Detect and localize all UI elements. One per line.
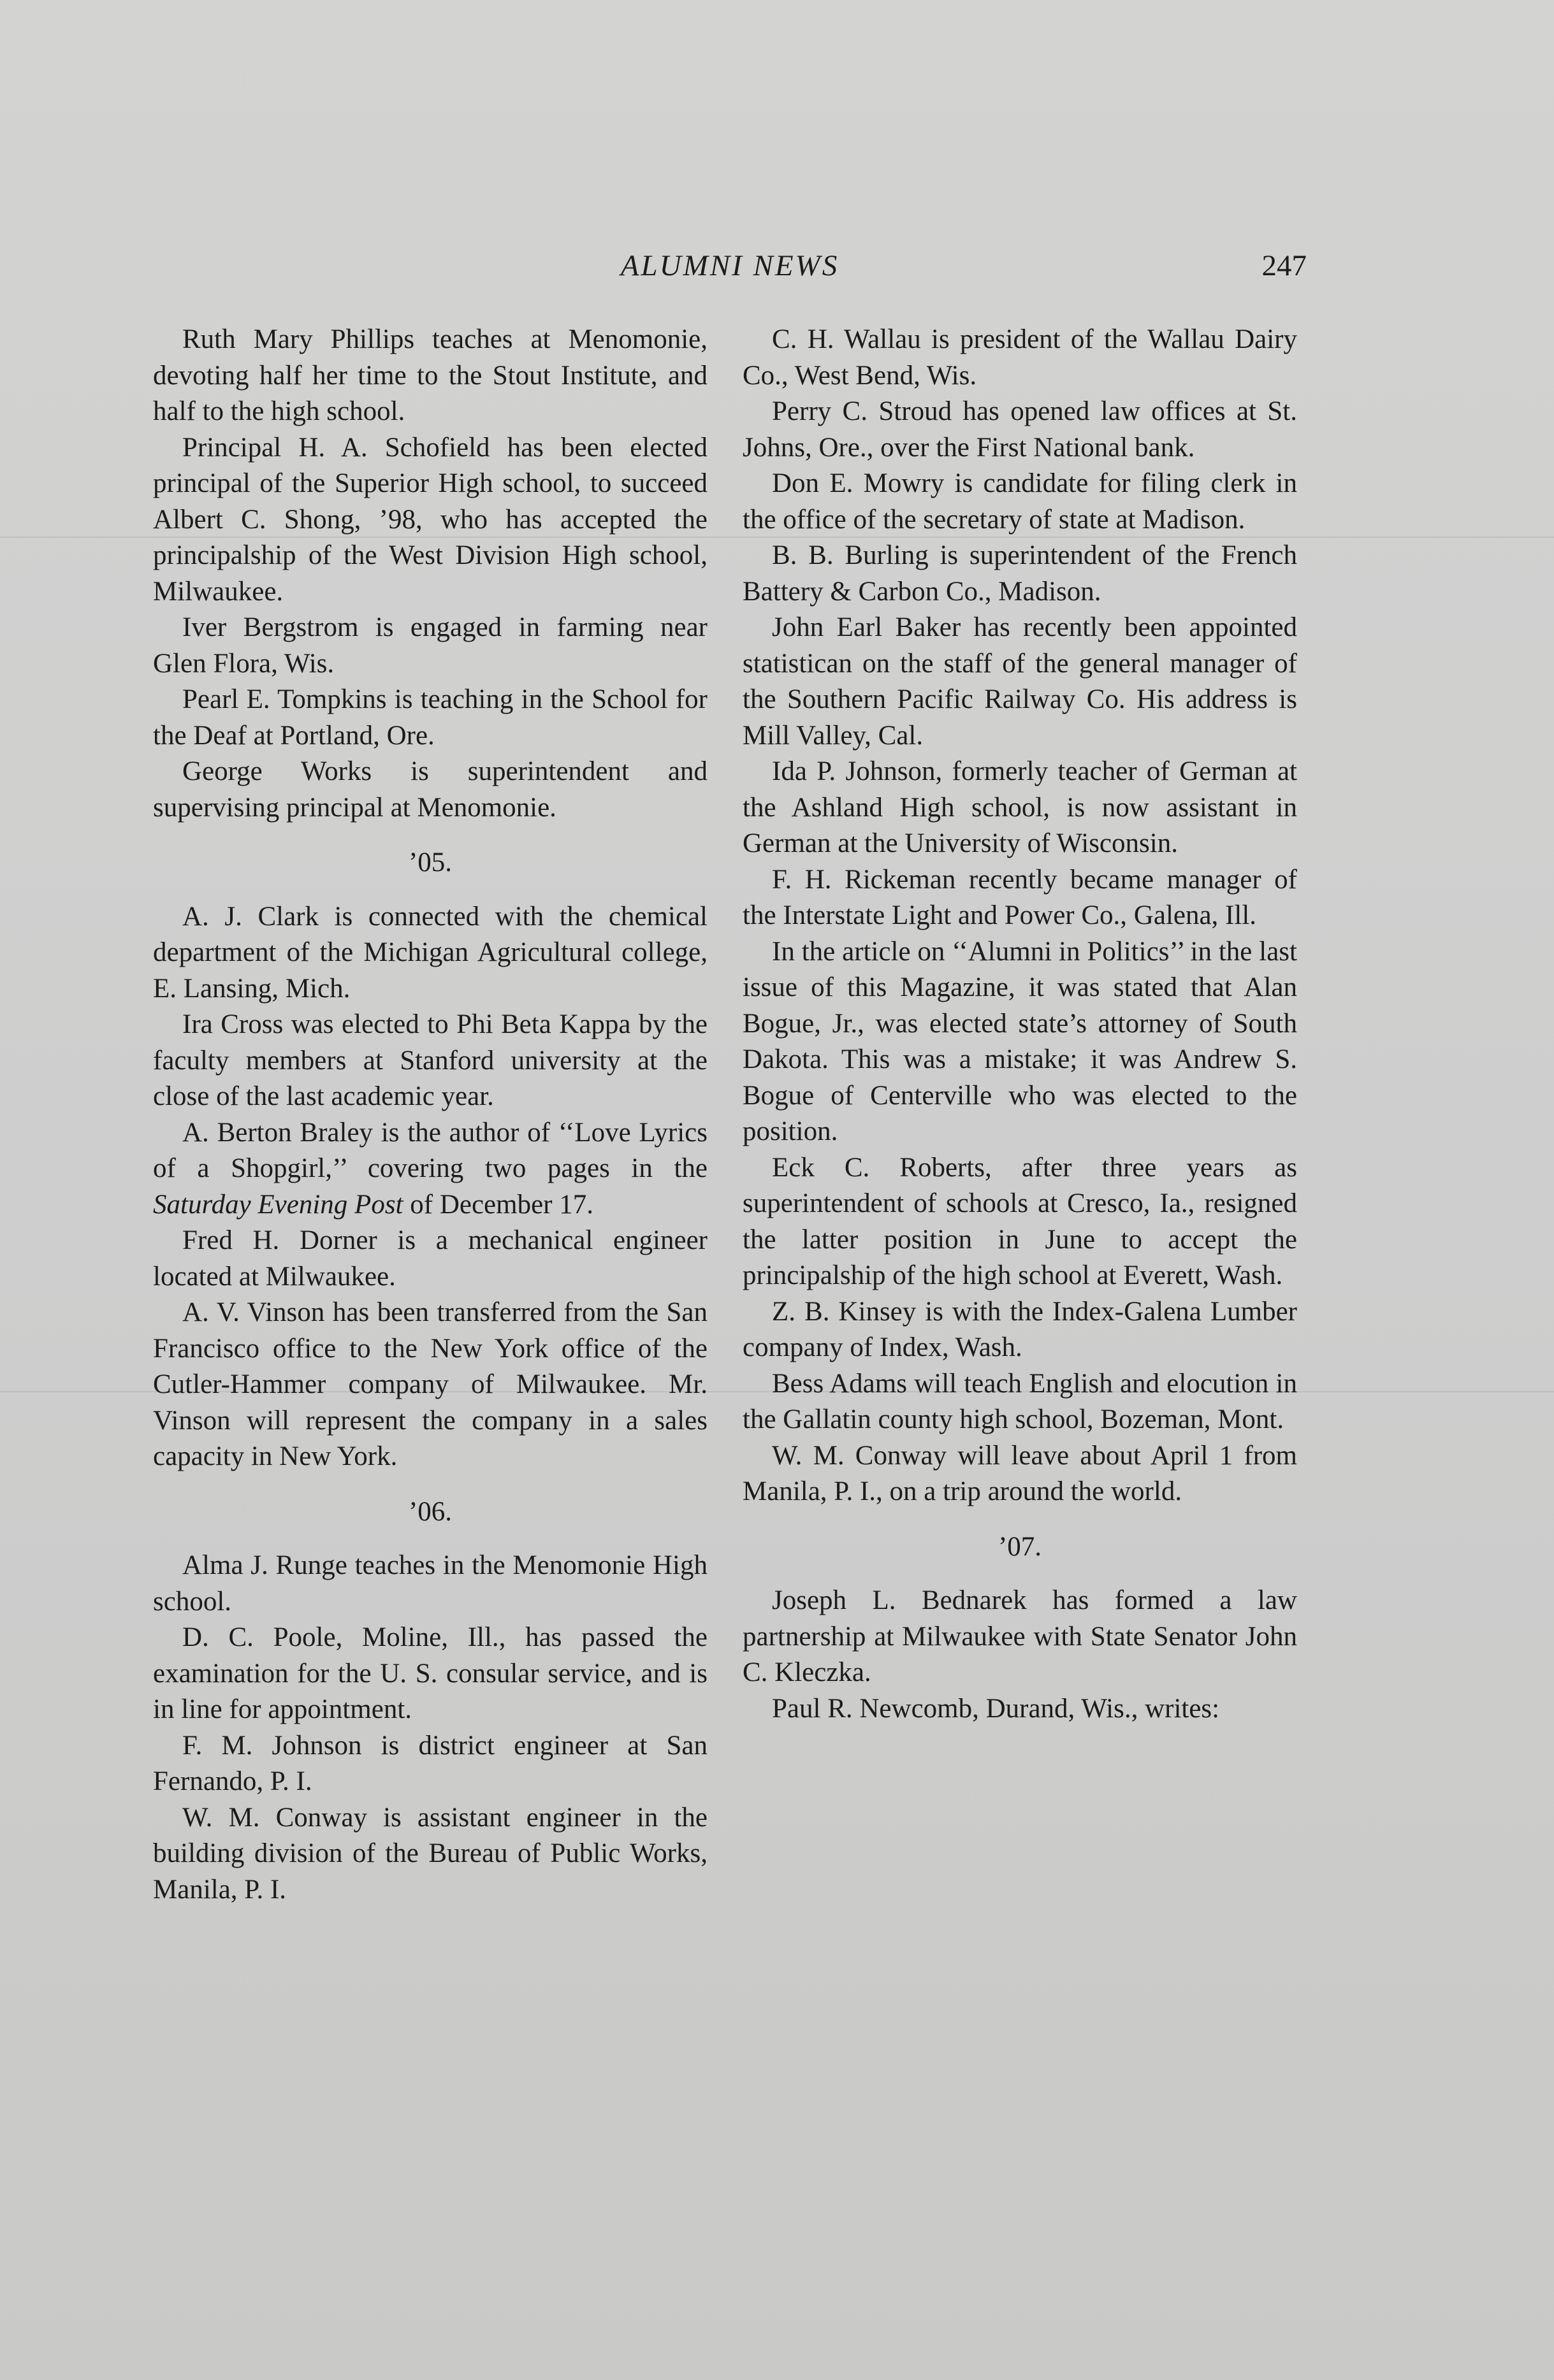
left-column [153,322,708,1908]
news-item [153,1115,708,1223]
news-item: Iver Bergstrom is engaged in farming near Glen Flora, Wis. [153,612,708,679]
news-item: C. H. Wallau is president of the Wallau Dairy Co., West Bend, Wis. [743,324,1297,391]
class-year-heading: ’07. [998,1531,1042,1562]
news-item: B. B. Burling is superintendent of the French Battery & Carbon Co., Madison. [743,540,1297,607]
news-item: Joseph L. Bednarek has formed a law partnership at Milwaukee with State Senator John C. Kleczka. [743,1585,1297,1687]
news-item: Alma J. Runge teaches in the Menomonie High school. [153,1550,708,1617]
news-item: John Earl Baker has recently been appointed statistican on the staff of the general manager of the Southern Pacific Railway Co. His address is Mill Valley, Cal. [743,612,1297,751]
news-item: F. M. Johnson is district engineer at San Fernando, P. I. [153,1730,708,1796]
class-year-heading: ’05. [408,847,453,877]
news-item: In the article on ‘‘Alumni in Politics’’ in the last issue of this Magazine, it was stated that Alan Bogue, Jr., was elected state’s attorney of South Dakota. This was a mistake; it was Andrew S. Bogue of Centerville who was elected to the position. [743,936,1297,1146]
news-item: George Works is superintendent and supervising principal at Menomonie. [153,756,708,823]
news-item: Perry C. Stroud has opened law offices at St. Johns, Ore., over the First National bank. [743,396,1297,463]
news-item: Ira Cross was elected to Phi Beta Kappa by the faculty members at Stanford university at the close of the last academic year. [153,1009,708,1111]
news-item: Ida P. Johnson, formerly teacher of German at the Ashland High school, is now assistant in German at the University of Wisconsin. [743,756,1297,858]
page-number: 247 [1261,249,1307,282]
news-item: D. C. Poole, Moline, Ill., has passed the examination for the U. S. consular service, and is in line for appointment. [153,1622,708,1724]
news-item: Bess Adams will teach English and elocution in the Gallatin county high school, Bozeman, Mont. [743,1368,1297,1434]
news-item: A. J. Clark is connected with the chemical department of the Michigan Agricultural college, E. Lansing, Mich. [153,901,708,1004]
news-item: Ruth Mary Phillips teaches at Menomonie, devoting half her time to the Stout Institute, and half to the high school. [153,324,708,426]
news-item: W. M. Conway is assistant engineer in the building division of the Bureau of Public Works, Manila, P. I. [153,1802,708,1905]
news-item: Fred H. Dorner is a mechanical engineer located at Milwaukee. [153,1225,708,1292]
news-item: Eck C. Roberts, after three years as superintendent of schools at Cresco, Ia., resigned the latter position in June to accept the principalship of the high school at Everett, Wash. [743,1152,1297,1290]
news-item: F. H. Rickeman recently became manager of the Interstate Light and Power Co., Galena, Ill. [743,864,1297,930]
page-header [153,249,1307,293]
class-year-heading: ’06. [408,1496,453,1527]
news-item: W. M. Conway will leave about April 1 from Manila, P. I., on a trip around the world. [743,1440,1297,1506]
news-item: Principal H. A. Schofield has been elected principal of the Superior High school, to succeed Albert C. Shong, ’98, who has accepted the principalship of the West Division High school, Milwaukee. [153,432,708,607]
news-item: Pearl E. Tompkins is teaching in the School for the Deaf at Portland, Ore. [153,684,708,751]
news-item: Don E. Mowry is candidate for filing clerk in the office of the secretary of state at Madison. [743,468,1297,535]
publication-title: Saturday Evening Post [153,1189,403,1220]
news-item: Z. B. Kinsey is with the Index-Galena Lumber company of Index, Wash. [743,1296,1297,1362]
news-item-text: A. Berton Braley is the author of ‘‘Love Lyrics of a Shopgirl,’’ covering two pages in the [153,1117,708,1183]
running-title: ALUMNI NEWS [620,249,839,282]
news-item: A. V. Vinson has been transferred from the San Francisco office to the New York office of the Cutler-Hammer company of Milwaukee. Mr. Vinson will represent the company in a sales capacity in New York. [153,1297,708,1471]
news-item: Paul R. Newcomb, Durand, Wis., writes: [772,1693,1220,1724]
right-column [743,322,1297,1727]
news-item-text: of December 17. [410,1189,593,1220]
